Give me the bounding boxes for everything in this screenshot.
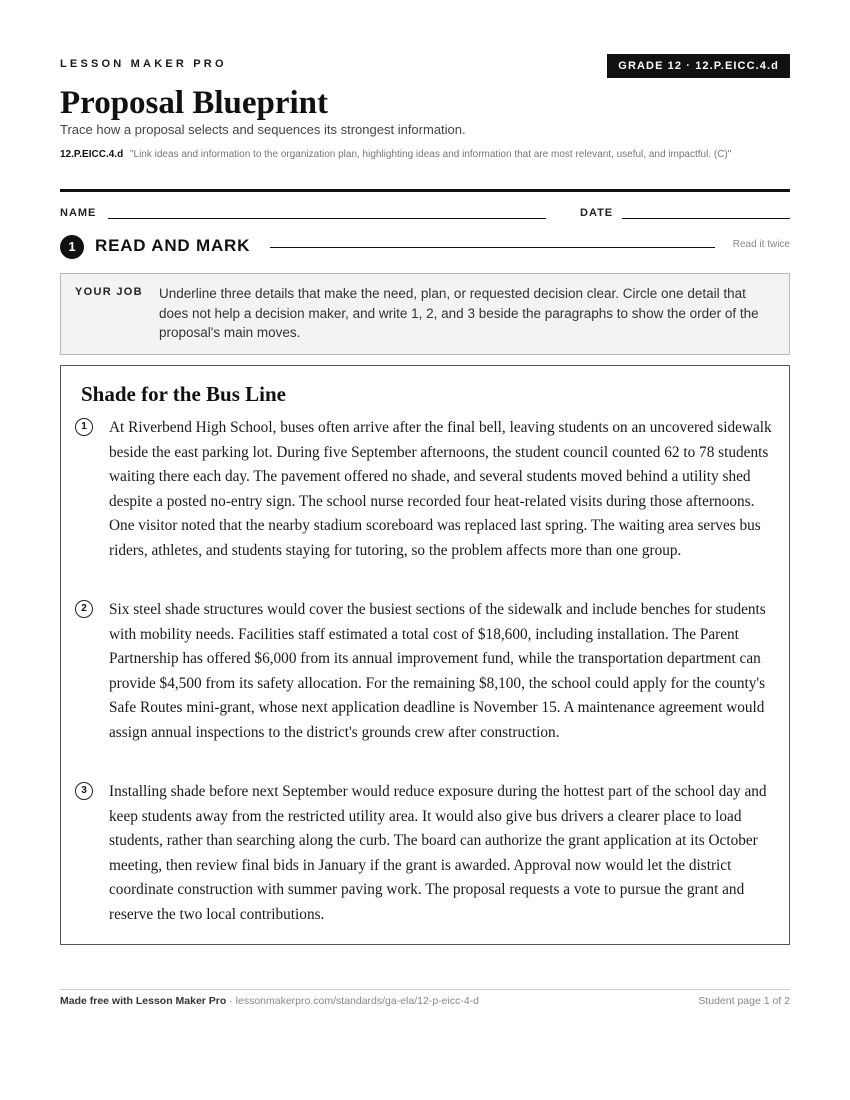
page-subtitle: Trace how a proposal selects and sequences its strongest information. (60, 122, 466, 137)
passage-paragraph-1 (75, 416, 775, 563)
your-job-instructions: Underline three details that make the need, plan, or requested decision clear. Circle one detail that does not help a decision maker, and write 1, 2, and 3 beside the paragraphs to show the order of the proposal's main moves. (159, 286, 759, 340)
section-title: READ AND MARK (95, 236, 251, 255)
reading-passage (60, 365, 790, 945)
date-label: DATE (580, 207, 614, 219)
name-field[interactable] (108, 218, 546, 219)
paragraph-text: Six steel shade structures would cover the busiest sections of the sidewalk and include benches for students with mobility needs. Facilities staff estimated a total cost of $18,600, including installation. The Parent Partnership has offered $6,000 from its annual improvement fund, while the transportation department can provide $4,500 from its safety allocation. For the remaining $8,100, the school could apply for the county's Safe Routes mini-grant, whose next application deadline is November 15. A maintenance agreement would assign annual inspections to the district's grounds crew after construction. (109, 601, 766, 741)
standard-description (60, 147, 790, 162)
grade-badge: GRADE 12 · 12.P.EICC.4.d (607, 54, 790, 78)
footer-made-with: Made free with Lesson Maker Pro (60, 995, 227, 1007)
section-rule (270, 247, 715, 248)
footer-credit (60, 995, 479, 1007)
worksheet-page (60, 0, 790, 1100)
brand-name: LESSON MAKER PRO (60, 58, 227, 70)
section-note: Read it twice (732, 239, 790, 250)
paragraph-number-badge: 1 (75, 418, 93, 436)
paragraph-text: At Riverbend High School, buses often arrive after the final bell, leaving students on an uncovered sidewalk beside the east parking lot. During five September afternoons, the student council counted 62 to 78 students waiting there each day. The pavement offered no shade, and several students moved behind a utility shed despite a posted no-entry sign. The school nurse recorded four heat-related visits during those afternoons. One visitor noted that the nearby stadium scoreboard was replaced last spring. The waiting area serves bus riders, athletes, and students staying for tutoring, so the problem affects more than one group. (109, 419, 772, 559)
passage-paragraph-2 (75, 598, 775, 745)
section-number-badge: 1 (60, 235, 84, 259)
header-divider (60, 189, 790, 192)
standard-code: 12.P.EICC.4.d (60, 149, 124, 160)
header-bar (60, 54, 790, 78)
footer-divider (60, 989, 790, 990)
paragraph-number-badge: 2 (75, 600, 93, 618)
passage-title: Shade for the Bus Line (81, 382, 286, 406)
date-field[interactable] (622, 218, 790, 219)
section-heading (60, 235, 790, 259)
name-label: NAME (60, 207, 97, 219)
name-date-row (60, 205, 790, 223)
footer-url: · lessonmakerpro.com/standards/ga-ela/12-p-eicc-4-d (226, 995, 480, 1007)
passage-paragraph-3 (75, 780, 775, 927)
page-title: Proposal Blueprint (60, 85, 329, 121)
standard-text: "Link ideas and information to the organization plan, highlighting ideas and information that are most relevant, useful, and impactful. (C)" (129, 149, 732, 160)
your-job-box (60, 273, 790, 355)
paragraph-text: Installing shade before next September would reduce exposure during the hottest part of the school day and keep students away from the restricted utility area. It would also give bus drivers a clearer place to load students, rather than searching along the curb. The board can authorize the grant application at its October meeting, then review final bids in January if the grant is awarded. Approval now would let the district coordinate construction with summer paving work. The proposal requests a vote to pursue the grant and reserve the two local contributions. (109, 783, 767, 923)
footer-page-number: Student page 1 of 2 (698, 995, 790, 1007)
paragraph-number-badge: 3 (75, 782, 93, 800)
your-job-label: YOUR JOB (75, 286, 143, 298)
